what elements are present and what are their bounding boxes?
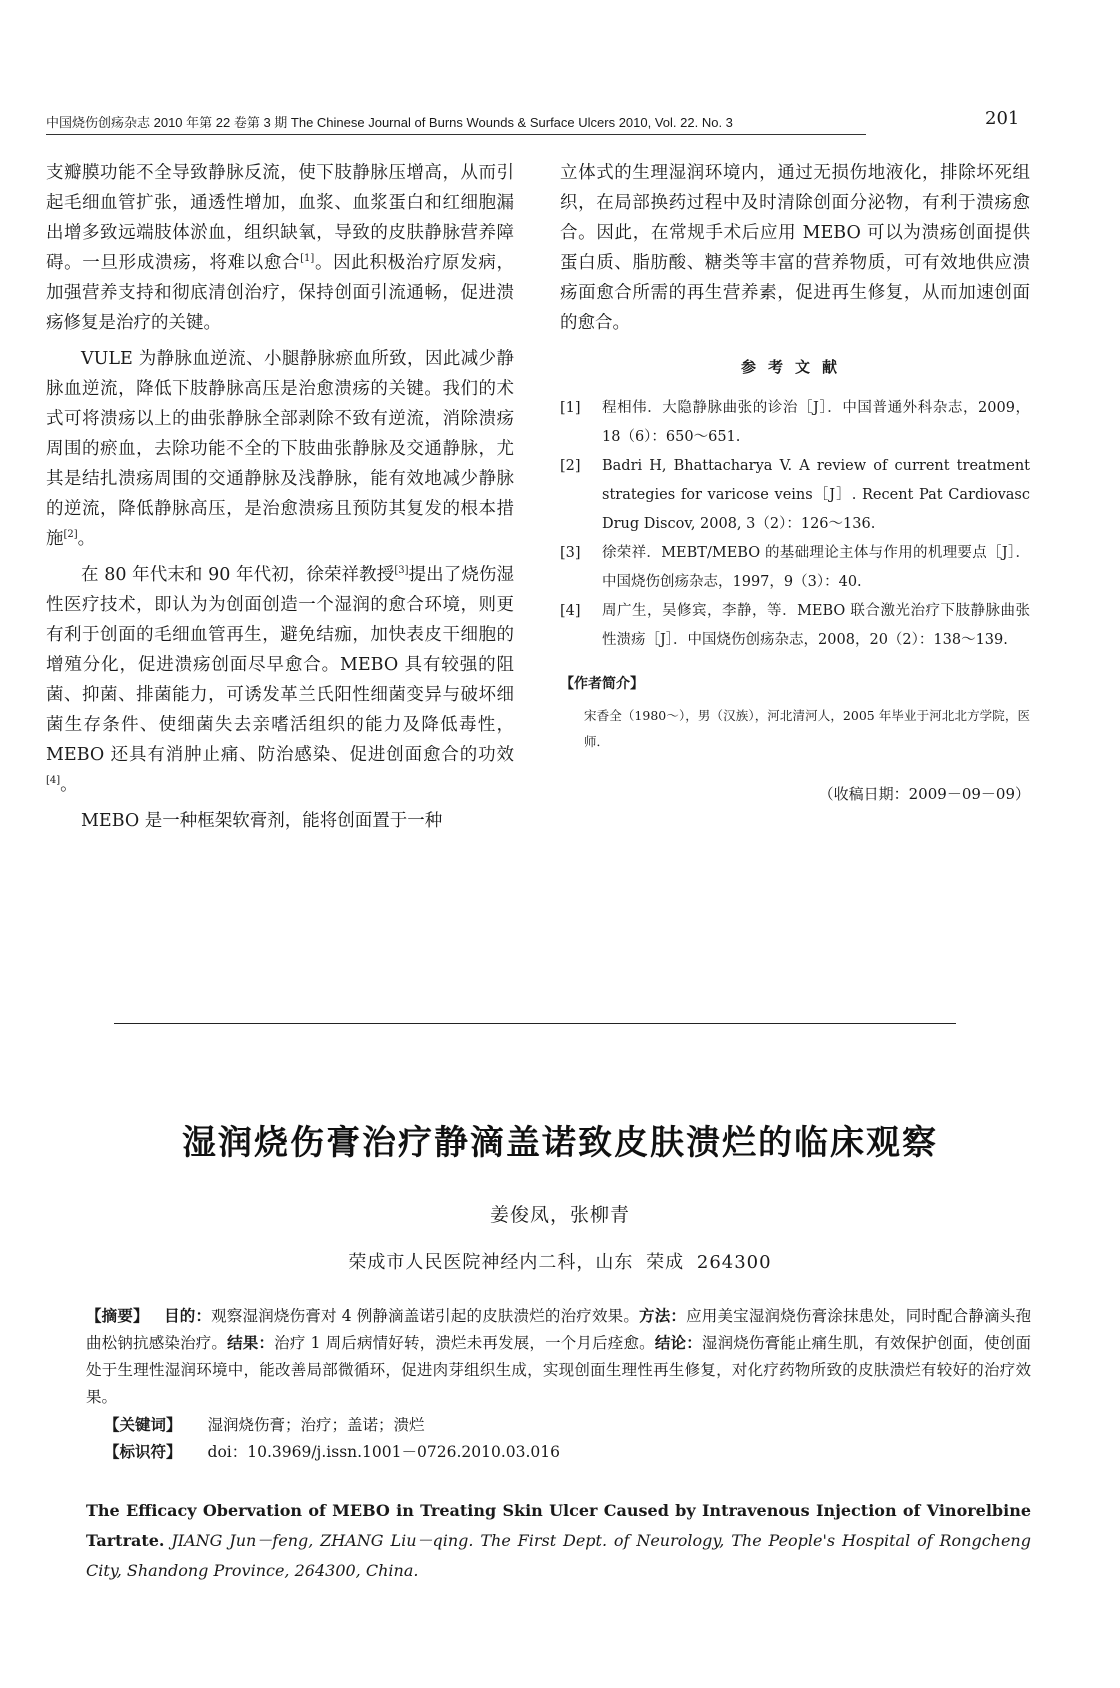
right-column xyxy=(560,158,1030,809)
keywords: 湿润烧伤膏；治疗；盖诺；溃烂 xyxy=(207,1416,425,1434)
received-date: （收稿日期：2009－09－09） xyxy=(818,785,1030,803)
section-divider xyxy=(114,1023,956,1024)
running-head: 中国烧伤创疡杂志 2010 年第 22 卷第 3 期 The Chinese Journal of Burns Wounds & Surface Ulcers 2010, Vol. 22. No. 3 xyxy=(46,112,866,135)
article-title: 湿润烧伤膏治疗静滴盖诺致皮肤溃烂的临床观察 xyxy=(182,1123,938,1163)
article-affiliation: 荣成市人民医院神经内二科，山东 荣成 264300 xyxy=(348,1252,772,1273)
citation[interactable]: [4] xyxy=(46,775,61,787)
reference-item[interactable]: [4] 周广生，吴修宾，李静，等．MEBO 联合激光治疗下肢静脉曲张性溃疡［J］．中国烧伤创疡杂志，2008，20（2）：138～139. xyxy=(560,603,1030,648)
paragraph: 在 80 年代末和 90 年代初，徐荣祥教授[3]提出了烧伤湿性医疗技术，即认为为创面创造一个湿润的愈合环境，则更有利于创面的毛细血管再生，避免结痂，加快表皮干细胞的增殖分化，促进溃疡创面尽早愈合。MEBO 具有较强的阻菌、抑菌、排菌能力，可诱发革兰氏阳性细菌变异与破坏细菌生存条件、使细菌失去亲嗜活组织的能力及降低毒性，MEBO 还具有消肿止痛、防治感染、促进创面愈合的功效[4]。 xyxy=(46,565,514,795)
left-column xyxy=(46,158,514,842)
reference-item[interactable]: [1] 程相伟．大隐静脉曲张的诊治［J］．中国普通外科杂志，2009，18（6）：650～651. xyxy=(560,400,1030,445)
abstract: 【摘要】 目的：观察湿润烧伤膏对 4 例静滴盖诺引起的皮肤溃烂的治疗效果。方法：应用美宝湿润烧伤膏涂抹患处，同时配合静滴头孢曲松钠抗感染治疗。结果：治疗 1 周后病情好转，溃烂未再发展，一个月后痊愈。结论：湿润烧伤膏能止痛生肌，有效保护创面，使创面处于生理性湿润环境中，能改善局部微循环，促进肉芽组织生成，实现创面生理性再生修复，对化疗药物所致的皮肤溃烂有较好的治疗效果。 xyxy=(86,1307,1031,1406)
paragraph: 支瓣膜功能不全导致静脉反流，使下肢静脉压增高，从而引起毛细血管扩张，通透性增加，血浆、血浆蛋白和红细胞漏出增多致远端肢体淤血，组织缺氧，导致的皮肤静脉营养障碍。一旦形成溃疡，将难以愈合[1]。因此积极治疗原发病，加强营养支持和彻底清创治疗，保持创面引流通畅，促进溃疡修复是治疗的关键。 xyxy=(46,163,515,333)
reference-item[interactable]: [2] Badri H, Bhattacharya V. A review of current treatment strategies for varicose veins［J］. Recent Pat Cardiovasc Drug Discov, 2008, 3（2）：126～136. xyxy=(560,458,1030,532)
author-intro-text: 宋香全（1980～），男（汉族），河北清河人，2005 年毕业于河北北方学院，医师． xyxy=(584,708,1030,749)
citation[interactable]: [1] xyxy=(300,253,315,265)
paragraph: MEBO 是一种框架软膏剂，能将创面置于一种 xyxy=(81,811,443,831)
english-title: The Efficacy Obervation of MEBO in Treating Skin Ulcer Caused by Intravenous Injection of Vinorelbine Tartrate. xyxy=(86,1501,1031,1550)
doi[interactable]: doi：10.3969/j.issn.1001－0726.2010.03.016 xyxy=(207,1443,560,1461)
citation[interactable]: [2] xyxy=(63,529,78,541)
reference-item[interactable]: [3] 徐荣祥．MEBT/MEBO 的基础理论主体与作用的机理要点［J］．中国烧伤创疡杂志，1997，9（3）：40. xyxy=(560,545,1030,590)
identifier-line xyxy=(104,1439,560,1466)
author-intro-heading: 【作者简介】 xyxy=(560,676,644,692)
keywords-line xyxy=(104,1412,425,1439)
abstract-label: 【摘要】 xyxy=(86,1307,149,1325)
citation[interactable]: [3] xyxy=(394,565,409,577)
references-heading: 参考文献 xyxy=(740,358,849,376)
paragraph: VULE 为静脉血逆流、小腿静脉瘀血所致，因此减少静脉血逆流，降低下肢静脉高压是治愈溃疡的关键。我们的术式可将溃疡以上的曲张静脉全部剥除不致有逆流，消除溃疡周围的瘀血，去除功能不全的下肢曲张静脉及交通静脉，尤其是结扎溃疡周围的交通静脉及浅静脉，能有效地减少静脉的逆流，降低静脉高压，是治愈溃疡且预防其复发的根本措施[2]。 xyxy=(46,349,514,549)
article-authors: 姜俊凤，张柳青 xyxy=(489,1204,630,1226)
english-authors: JIANG Jun－feng, ZHANG Liu－qing. The First Dept. of Neurology, The People's Hospital of Rongcheng City, Shandong Province, 264300, China. xyxy=(86,1531,1031,1580)
paragraph: 立体式的生理湿润环境内，通过无损伤地液化，排除坏死组织，在局部换药过程中及时清除创面分泌物，有利于溃疡愈合。因此，在常规手术后应用 MEBO 可以为溃疡创面提供蛋白质、脂肪酸、糖类等丰富的营养物质，可有效地供应溃疡面愈合所需的再生营养素，促进再生修复，从而加速创面的愈合。 xyxy=(560,163,1030,333)
identifier-label: 【标识符】 xyxy=(104,1443,182,1461)
keywords-label: 【关键词】 xyxy=(104,1416,182,1434)
english-abstract-header xyxy=(86,1496,1031,1586)
page-number: 201 xyxy=(985,108,1020,129)
